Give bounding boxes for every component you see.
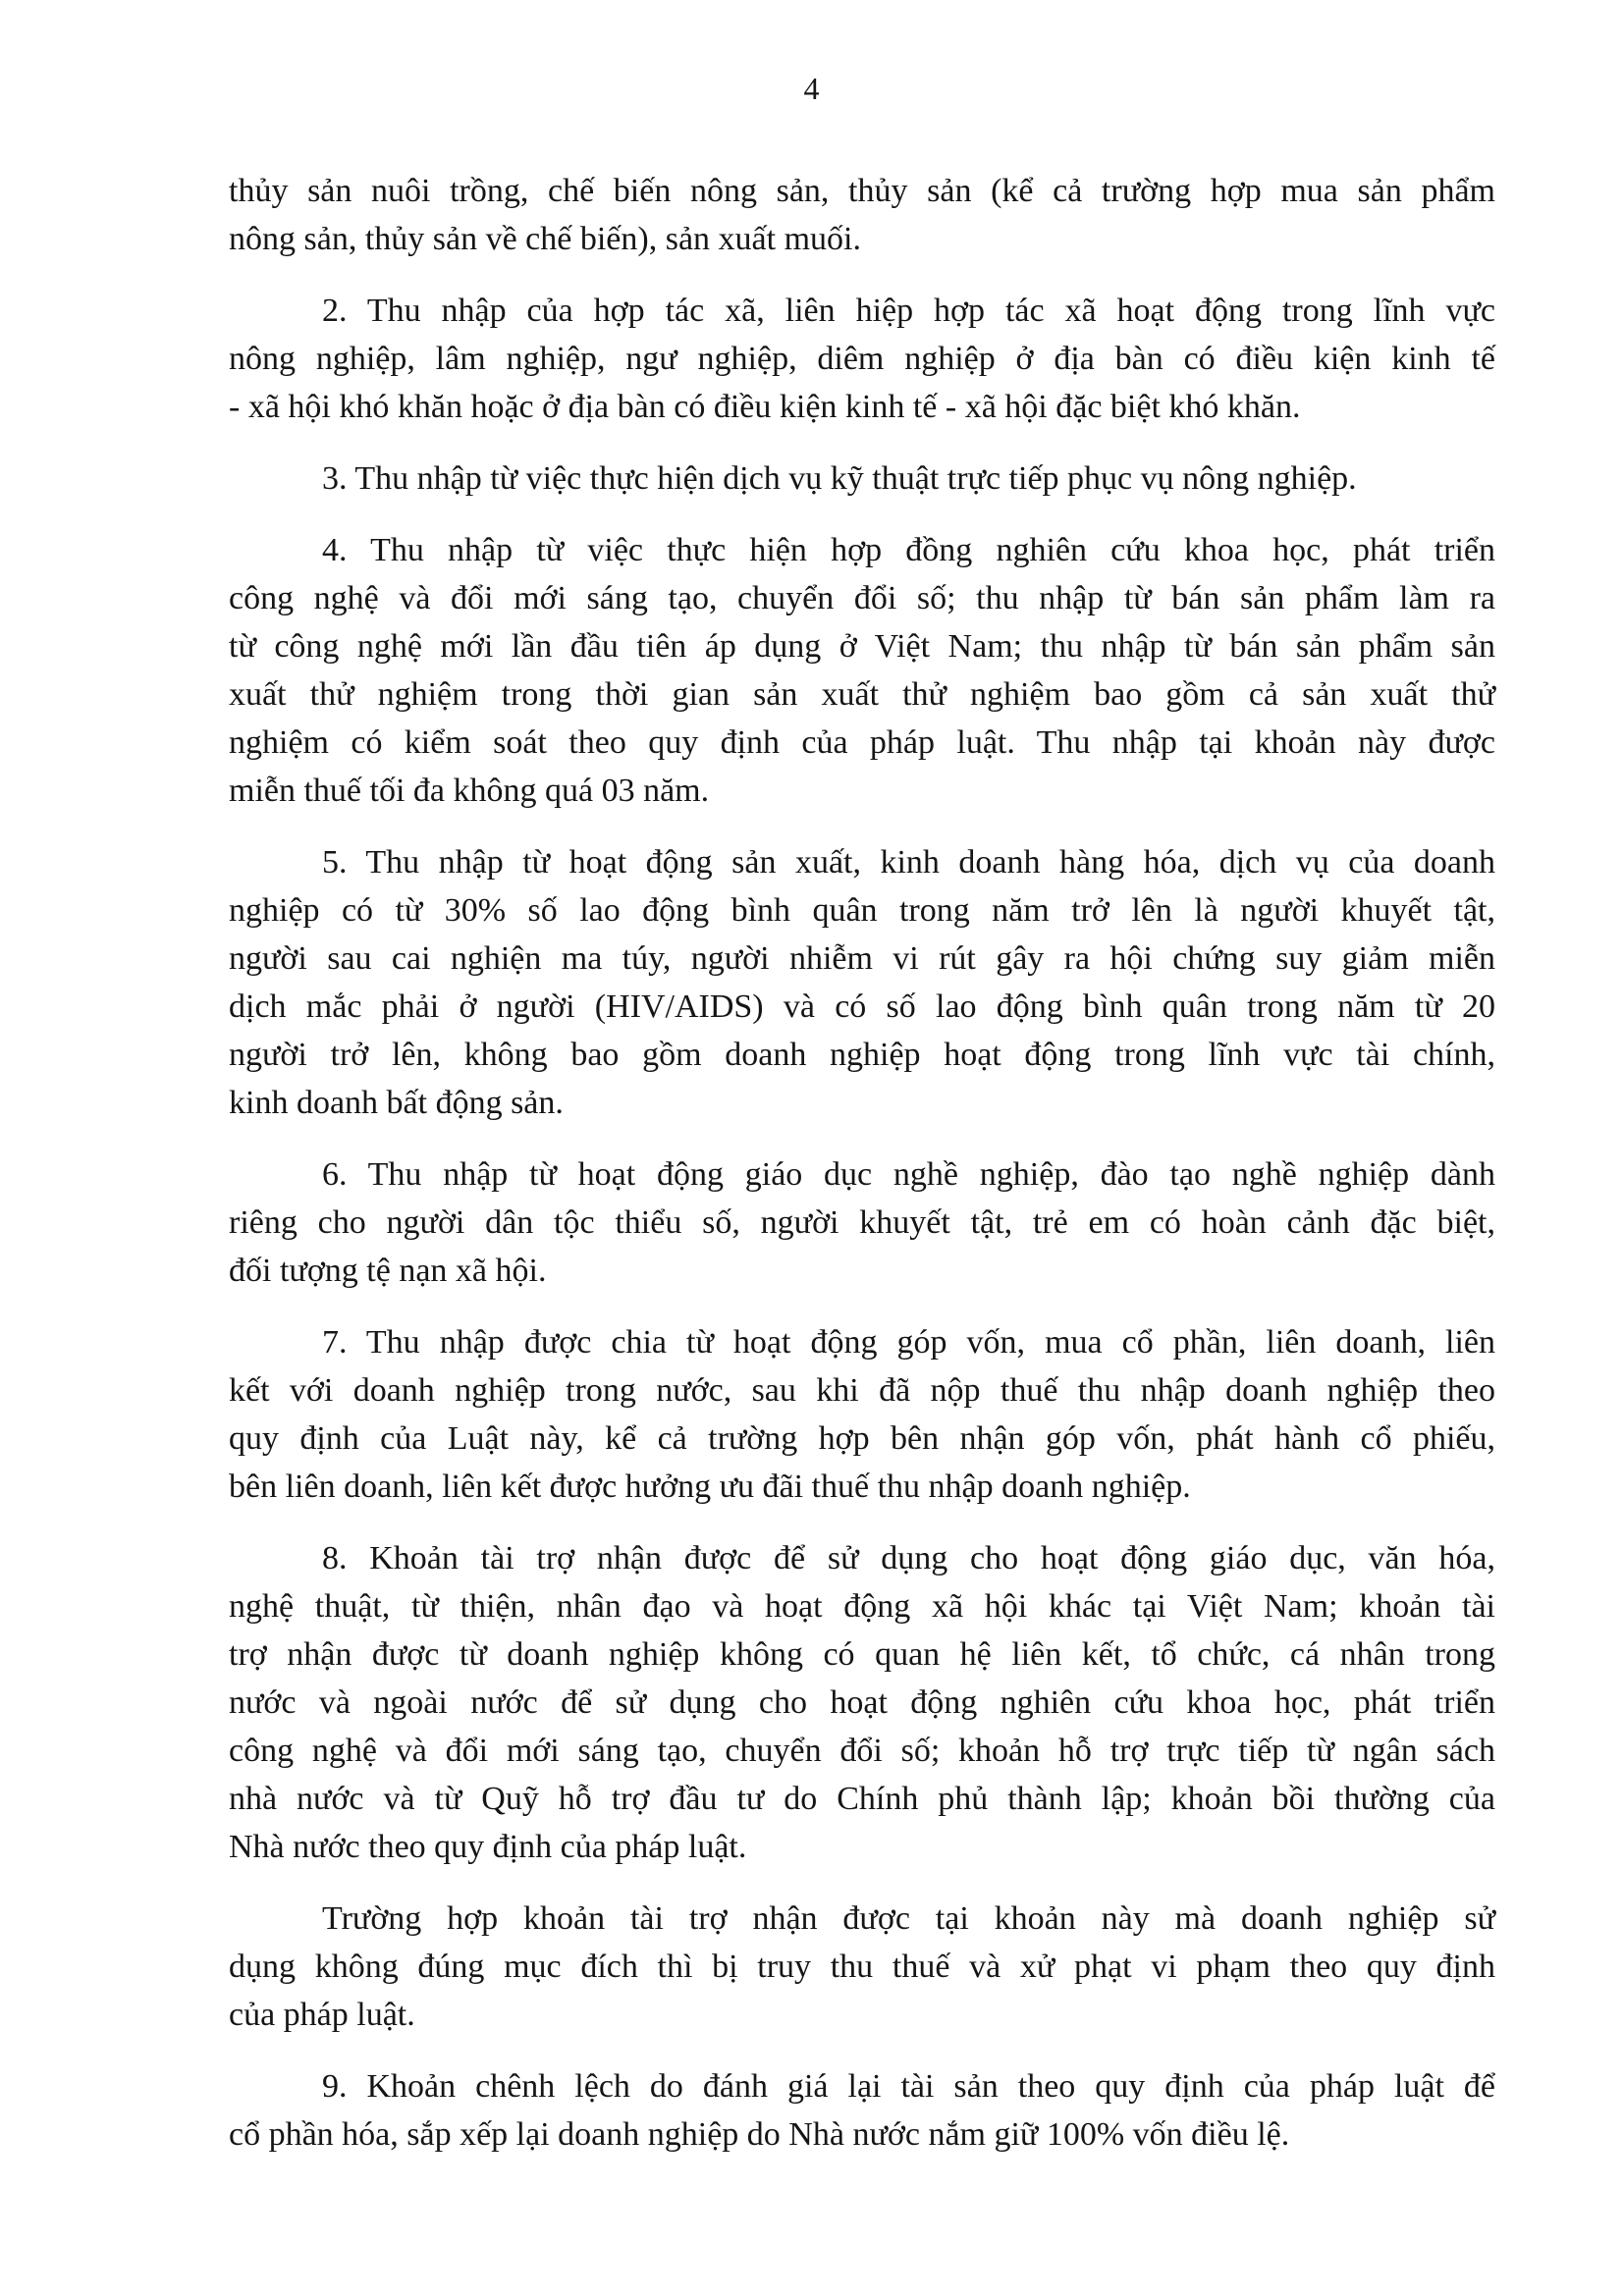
text-line: người sau cai nghiện ma túy, người nhiễm vi rút gây ra hội chứng suy giảm miễn: [229, 940, 1495, 977]
text-line: thủy sản nuôi trồng, chế biến nông sản, thủy sản (kể cả trường hợp mua sản phẩm: [229, 173, 1495, 209]
text-line: 3. Thu nhập từ việc thực hiện dịch vụ kỹ thuật trực tiếp phục vụ nông nghiệp.: [322, 460, 1357, 497]
text-line: riêng cho người dân tộc thiểu số, người khuyết tật, trẻ em có hoàn cảnh đặc biệt,: [229, 1204, 1495, 1241]
text-line: quy định của Luật này, kể cả trường hợp bên nhận góp vốn, phát hành cổ phiếu,: [229, 1420, 1495, 1457]
text-line: nghiệp có từ 30% số lao động bình quân trong năm trở lên là người khuyết tật,: [229, 892, 1495, 929]
text-line: dụng không đúng mục đích thì bị truy thu thuế và xử phạt vi phạm theo quy định: [229, 1949, 1495, 1985]
text-line: 2. Thu nhập của hợp tác xã, liên hiệp hợp tác xã hoạt động trong lĩnh vực: [322, 293, 1495, 329]
text-line: 9. Khoản chênh lệch do đánh giá lại tài sản theo quy định của pháp luật để: [322, 2068, 1495, 2105]
text-line: Nhà nước theo quy định của pháp luật.: [229, 1829, 747, 1865]
paragraph-item-3: [229, 454, 1495, 503]
text-line: nước và ngoài nước để sử dụng cho hoạt động nghiên cứu khoa học, phát triển: [229, 1684, 1495, 1721]
text-line: người trở lên, không bao gồm doanh nghiệp hoạt động trong lĩnh vực tài chính,: [229, 1037, 1495, 1073]
paragraph-item-8: [229, 1534, 1495, 1871]
text-line: dịch mắc phải ở người (HIV/AIDS) và có số lao động bình quân trong năm từ 20: [229, 988, 1495, 1025]
text-line: nghiệm có kiểm soát theo quy định của pháp luật. Thu nhập tại khoản này được: [229, 724, 1495, 761]
text-line: đối tượng tệ nạn xã hội.: [229, 1253, 547, 1289]
text-line: nhà nước và từ Quỹ hỗ trợ đầu tư do Chính phủ thành lập; khoản bồi thường của: [229, 1781, 1495, 1817]
paragraph-item-7: [229, 1318, 1495, 1511]
text-line: 5. Thu nhập từ hoạt động sản xuất, kinh doanh hàng hóa, dịch vụ của doanh: [322, 844, 1495, 881]
text-line: từ công nghệ mới lần đầu tiên áp dụng ở Việt Nam; thu nhập từ bán sản phẩm sản: [229, 628, 1495, 665]
text-line: - xã hội khó khăn hoặc ở địa bàn có điều kiện kinh tế - xã hội đặc biệt khó khăn.: [229, 389, 1301, 425]
text-line: cổ phần hóa, sắp xếp lại doanh nghiệp do Nhà nước nắm giữ 100% vốn điều lệ.: [229, 2116, 1290, 2153]
text-line: nghệ thuật, từ thiện, nhân đạo và hoạt động xã hội khác tại Việt Nam; khoản tài: [229, 1588, 1495, 1625]
text-line: công nghệ và đổi mới sáng tạo, chuyển đổi số; thu nhập từ bán sản phẩm làm ra: [229, 580, 1495, 616]
text-line: 6. Thu nhập từ hoạt động giáo dục nghề nghiệp, đào tạo nghề nghiệp dành: [322, 1156, 1495, 1193]
paragraph-item-5: [229, 838, 1495, 1127]
text-line: nông sản, thủy sản về chế biến), sản xuất muối.: [229, 221, 861, 257]
text-line: 8. Khoản tài trợ nhận được để sử dụng cho hoạt động giáo dục, văn hóa,: [322, 1540, 1495, 1576]
text-line: xuất thử nghiệm trong thời gian sản xuất thử nghiệm bao gồm cả sản xuất thử: [229, 676, 1495, 713]
text-line: nông nghiệp, lâm nghiệp, ngư nghiệp, diêm nghiệp ở địa bàn có điều kiện kinh tế: [229, 341, 1495, 377]
text-line: bên liên doanh, liên kết được hưởng ưu đãi thuế thu nhập doanh nghiệp.: [229, 1468, 1191, 1505]
text-line: trợ nhận được từ doanh nghiệp không có quan hệ liên kết, tổ chức, cá nhân trong: [229, 1636, 1495, 1673]
paragraph-item-4: [229, 526, 1495, 815]
text-line: Trường hợp khoản tài trợ nhận được tại khoản này mà doanh nghiệp sử: [322, 1900, 1495, 1937]
text-line: của pháp luật.: [229, 1997, 415, 2033]
paragraph-item-6: [229, 1150, 1495, 1295]
document-body: [229, 167, 1495, 2159]
page-number: 4: [803, 71, 820, 106]
paragraph-item-8-note: [229, 1895, 1495, 2039]
paragraph-item-2: [229, 287, 1495, 431]
text-line: 7. Thu nhập được chia từ hoạt động góp vốn, mua cổ phần, liên doanh, liên: [322, 1324, 1495, 1361]
paragraph-continuation: [229, 167, 1495, 263]
text-line: 4. Thu nhập từ việc thực hiện hợp đồng nghiên cứu khoa học, phát triển: [322, 532, 1495, 568]
text-line: kết với doanh nghiệp trong nước, sau khi đã nộp thuế thu nhập doanh nghiệp theo: [229, 1372, 1495, 1409]
text-line: kinh doanh bất động sản.: [229, 1085, 564, 1121]
text-line: miễn thuế tối đa không quá 03 năm.: [229, 773, 710, 809]
paragraph-item-9: [229, 2062, 1495, 2159]
text-line: công nghệ và đổi mới sáng tạo, chuyển đổi số; khoản hỗ trợ trực tiếp từ ngân sách: [229, 1733, 1495, 1769]
